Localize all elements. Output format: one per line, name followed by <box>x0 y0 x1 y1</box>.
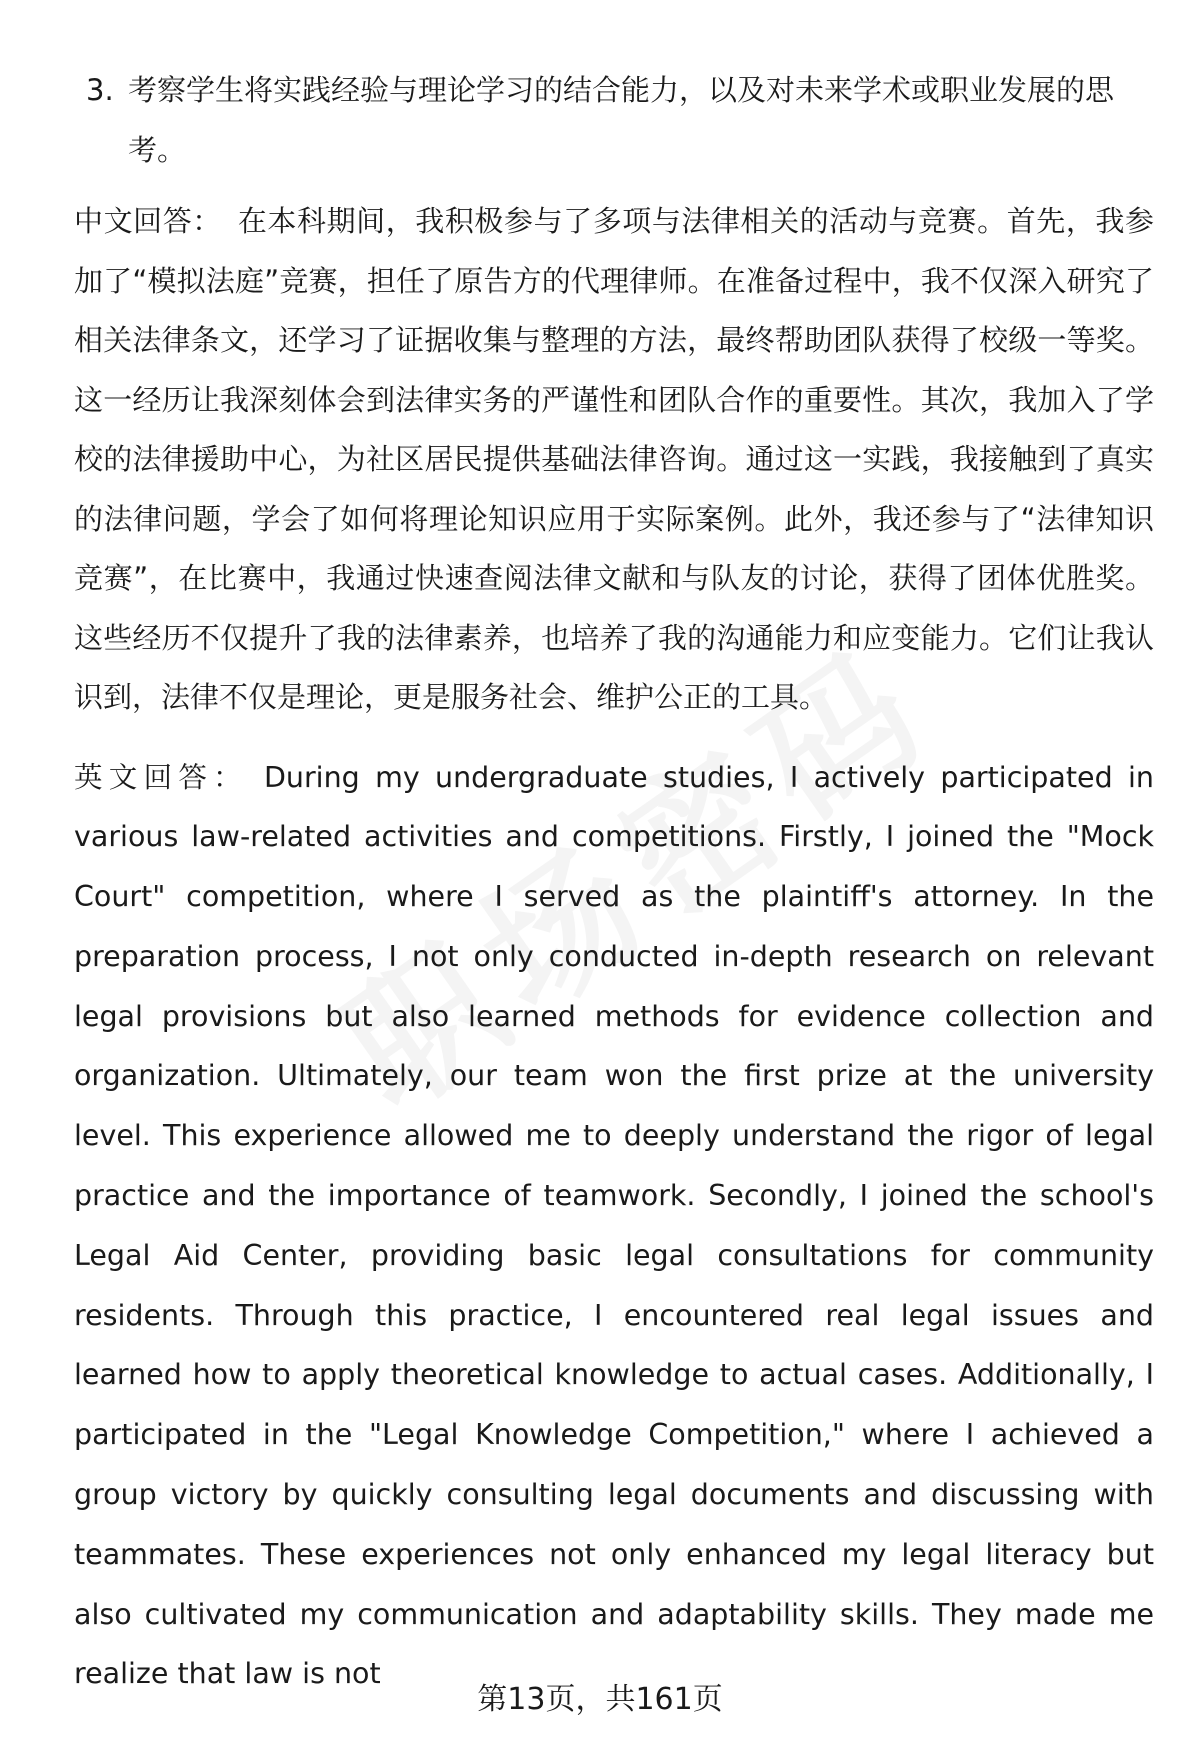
chinese-answer-paragraph <box>74 192 1154 728</box>
question-item <box>74 60 1154 180</box>
page-number-footer: 第13页，共161页 <box>477 1682 723 1717</box>
chinese-answer-label: 中文回答： <box>74 204 222 238</box>
page-content <box>74 60 1154 1704</box>
question-number: 3. <box>86 73 114 107</box>
chinese-answer-text: 在本科期间，我积极参与了多项与法律相关的活动与竞赛。首先，我参加了“模拟法庭”竞赛，担任了原告方的代理律师。在准备过程中，我不仅深入研究了相关法律条文，还学习了证据收集与整理的方法，最终帮助团队获得了校级一等奖。这一经历让我深刻体会到法律实务的严谨性和团队合作的重要性。其次，我加入了学校的法律援助中心，为社区居民提供基础法律咨询。通过这一实践，我接触到了真实的法律问题，学会了如何将理论知识应用于实际案例。此外，我还参与了“法律知识竞赛”，在比赛中，我通过快速查阅法律文献和与队友的讨论，获得了团体优胜奖。这些经历不仅提升了我的法律素养，也培养了我的沟通能力和应变能力。它们让我认识到，法律不仅是理论，更是服务社会、维护公正的工具。 <box>74 204 1154 714</box>
english-answer-label: 英文回答： <box>74 760 248 794</box>
question-text: 考察学生将实践经验与理论学习的结合能力，以及对未来学术或职业发展的思考。 <box>128 73 1115 167</box>
english-answer-paragraph <box>74 748 1154 1705</box>
english-answer-text: During my undergraduate studies, I actively participated in various law-related activities and competitions. Firstly, I joined the "Mock Court" competition, where I served as the plaintiff's attorney. In the preparation process, I not only conducted in-depth research on relevant legal provisions but also learned methods for evidence collection and organization. Ultimately, our team won the first prize at the university level. This experience allowed me to deeply understand the rigor of legal practice and the importance of teamwork. Secondly, I joined the school's Legal Aid Center, providing basic legal consultations for community residents. Through this practice, I encountered real legal issues and learned how to apply theoretical knowledge to actual cases. Additionally, I participated in the "Legal Knowledge Competition," where I achieved a group victory by quickly consulting legal documents and discussing with teammates. These experiences not only enhanced my legal literacy but also cultivated my communication and adaptability skills. They made me realize that law is not <box>74 760 1154 1691</box>
